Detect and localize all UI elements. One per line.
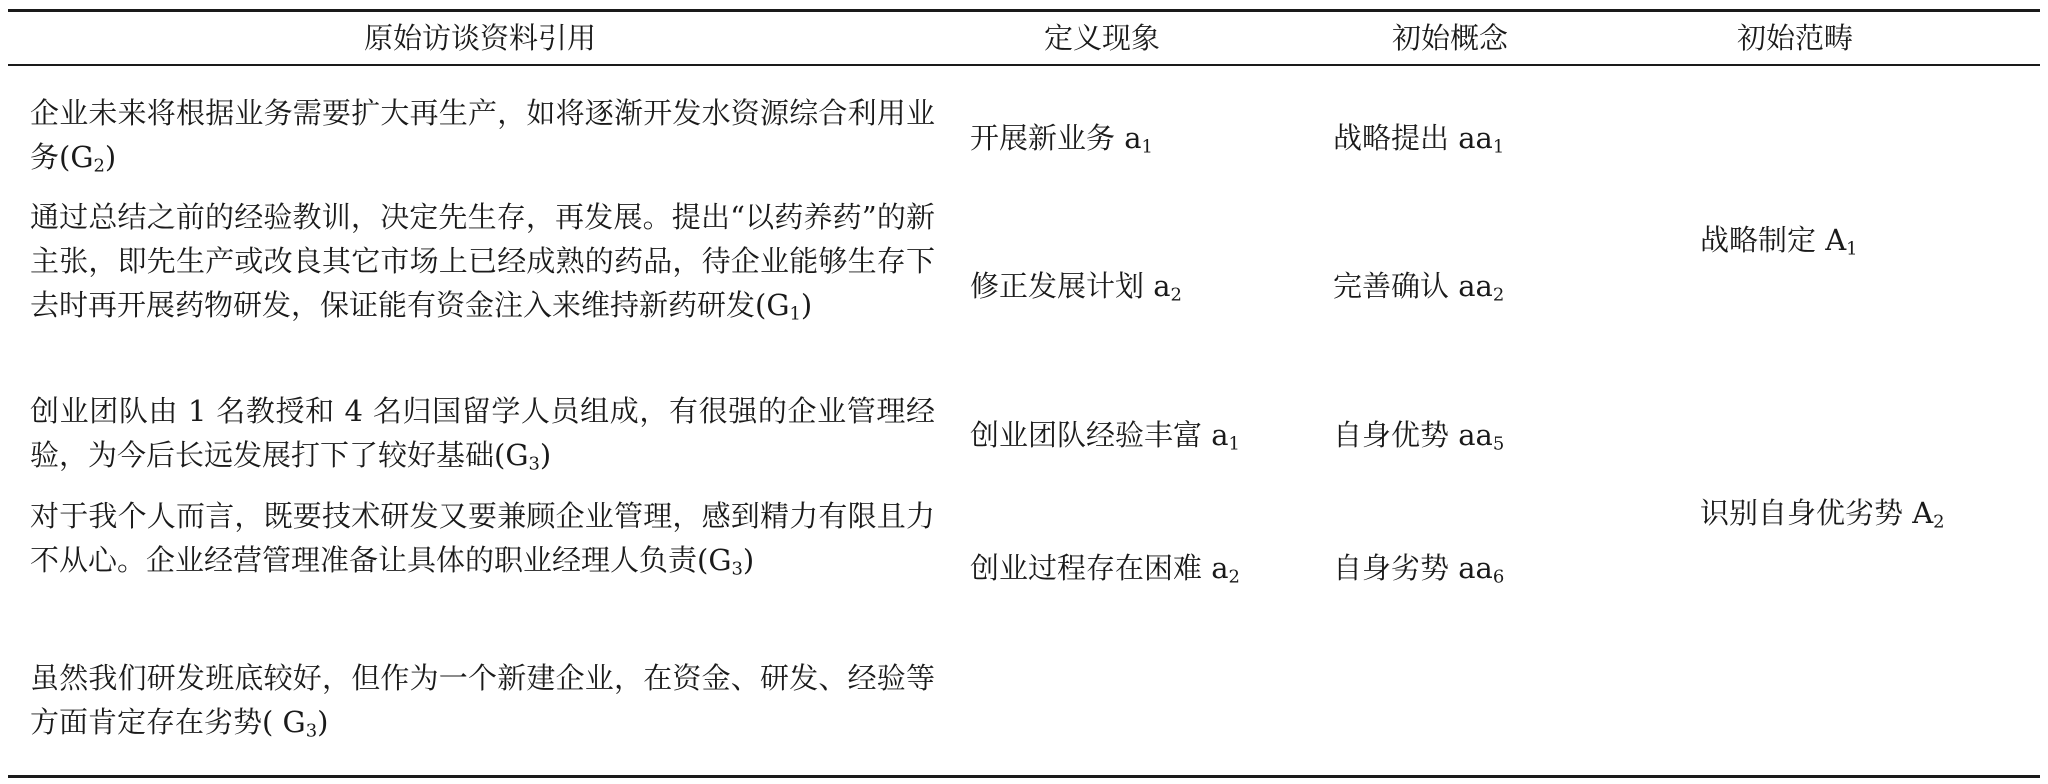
quote-cell: 对于我个人而言，既要技术研发又要兼顾企业管理，感到精力有限且力不从心。企业经营管理准备让具体的职业经理人负责$(G_3)$	[30, 499, 935, 580]
header-initial-category: 初始范畴	[1736, 21, 1853, 55]
quote-cell: 企业未来将根据业务需要扩大再生产，如将逐渐开发水资源综合利用业务$(G_2)$	[30, 96, 935, 177]
category-cell: 战略制定 $A_1$	[1700, 223, 1858, 260]
concept-cell: 自身劣势 $aa_6$	[1333, 551, 1505, 588]
concept-cell: 战略提出 $aa_1$	[1333, 121, 1505, 158]
table-header-rule	[8, 64, 2040, 66]
phenomenon-cell: 修正发展计划 $a_2$	[970, 269, 1182, 306]
concept-cell: 自身优势 $aa_5$	[1333, 418, 1505, 455]
phenomenon-cell: 创业团队经验丰富 $a_1$	[970, 418, 1240, 455]
phenomenon-cell: 创业过程存在困难 $a_2$	[970, 551, 1240, 588]
concept-cell: 完善确认 $aa_2$	[1333, 269, 1505, 306]
quote-cell: 虽然我们研发班底较好，但作为一个新建企业，在资金、研发、经验等方面肯定存在劣势( $G_3$)	[30, 661, 935, 742]
header-defined-phenomenon: 定义现象	[1043, 21, 1160, 55]
header-interview-quote: 原始访谈资料引用	[363, 21, 596, 55]
table-bottom-rule	[8, 775, 2040, 778]
quote-cell: 通过总结之前的经验教训，决定先生存，再发展。提出“以药养药”的新主张，即先生产或改良其它市场上已经成熟的药品，待企业能够生存下去时再开展药物研发，保证能有资金注入来维持新药研发$(G_1)$	[30, 200, 935, 325]
category-cell: 识别自身优劣势 $A_2$	[1700, 496, 1945, 533]
header-initial-concept: 初始概念	[1391, 21, 1508, 55]
phenomenon-cell: 开展新业务 $a_1$	[970, 121, 1153, 158]
quote-cell: 创业团队由 1 名教授和 4 名归国留学人员组成，有很强的企业管理经验，为今后长远发展打下了较好基础$(G_3)$	[30, 394, 935, 475]
